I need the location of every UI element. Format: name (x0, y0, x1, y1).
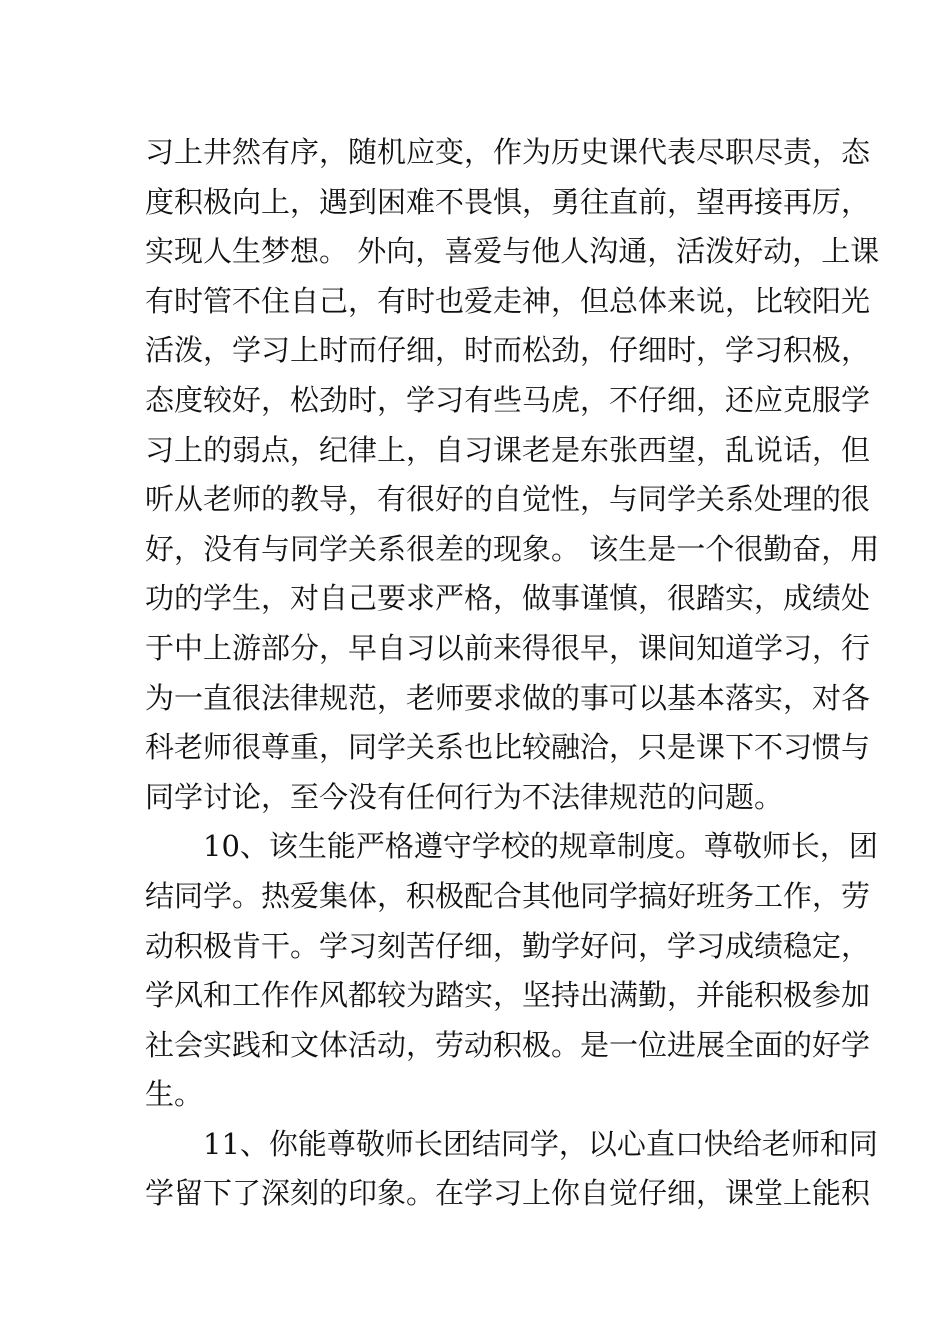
paragraph-10-first-line: 10、该生能严格遵守学校的规章制度。尊敬师长，团 (203, 829, 878, 864)
text-line: 动积极肯干。学习刻苦仔细，勤学好问，学习成绩稳定， (145, 928, 871, 963)
text-line: 实现人生梦想。 外向，喜爱与他人沟通，活泼好动，上课 (145, 234, 880, 269)
document-body (145, 128, 880, 1219)
text-line: 生。 (145, 1077, 204, 1112)
text-line: 有时管不住自己，有时也爱走神，但总体来说，比较阳光 (145, 283, 871, 318)
text-line: 同学讨论，至今没有任何行为不法律规范的问题。 (145, 779, 784, 814)
text-line: 科老师很尊重，同学关系也比较融洽，只是课下不习惯与 (145, 730, 871, 765)
text-line: 好，没有与同学关系很差的现象。 该生是一个很勤奋，用 (145, 531, 880, 566)
text-line: 学留下了深刻的印象。在学习上你自觉仔细，课堂上能积 (145, 1176, 871, 1211)
text-line: 为一直很法律规范，老师要求做的事可以基本落实，对各 (145, 680, 871, 715)
text-line: 活泼，学习上时而仔细，时而松劲，仔细时，学习积极， (145, 333, 871, 368)
text-line: 态度较好，松劲时，学习有些马虎，不仔细，还应克服学 (145, 382, 871, 417)
text-line: 度积极向上，遇到困难不畏惧，勇往直前，望再接再厉， (145, 184, 871, 219)
text-line: 结同学。热爱集体，积极配合其他同学搞好班务工作，劳 (145, 878, 871, 913)
text-line: 习上井然有序，随机应变，作为历史课代表尽职尽责，态 (145, 135, 871, 169)
text-line: 听从老师的教导，有很好的自觉性，与同学关系处理的很 (145, 482, 871, 517)
paragraph-11-first-line: 11、你能尊敬师长团结同学，以心直口快给老师和同 (203, 1126, 878, 1161)
text-line: 社会实践和文体活动，劳动积极。是一位进展全面的好学 (145, 1027, 871, 1062)
text-line: 功的学生，对自己要求严格，做事谨慎，很踏实，成绩处 (145, 581, 871, 616)
text-line: 学风和工作作风都较为踏实，坚持出满勤，并能积极参加 (145, 978, 871, 1013)
text-line: 于中上游部分，早自习以前来得很早，课间知道学习，行 (145, 630, 871, 665)
text-line: 习上的弱点，纪律上，自习课老是东张西望，乱说话，但 (145, 432, 871, 467)
